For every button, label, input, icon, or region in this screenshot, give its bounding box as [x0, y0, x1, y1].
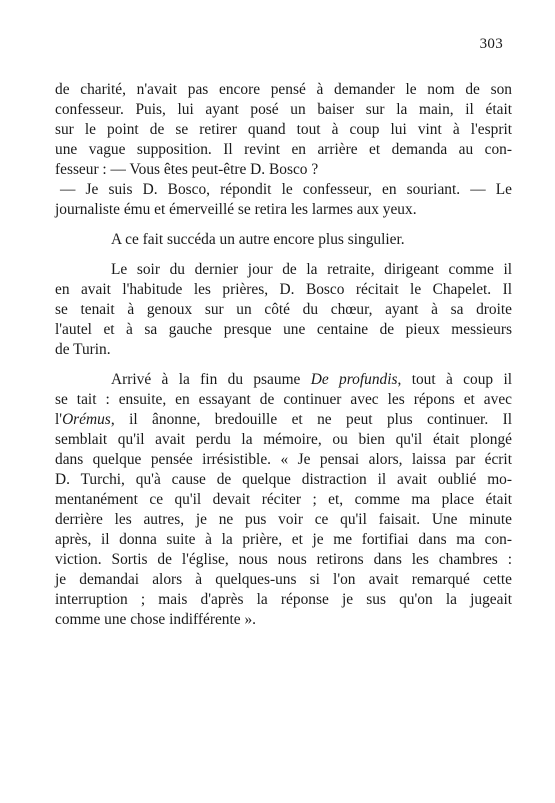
text-line: après, il donna suite à la prière, et je me fortifiai dans ma con- — [55, 531, 512, 548]
text-line: Arrivé à la fin du psaume De profundis, tout à coup il — [111, 371, 513, 388]
text-line: je demandai alors à quelques-uns si l'on avait remarqué cette — [55, 571, 512, 588]
text-line: viction. Sortis de l'église, nous nous retirons dans les chambres : — [55, 551, 512, 568]
text-line: se tait : ensuite, en essayant de continuer avec les répons et avec — [55, 391, 512, 408]
text-line: comme une chose indifférente ». — [55, 611, 257, 628]
text-line: semblait qu'il avait perdu la mémoire, ou bien qu'il était plongé — [55, 431, 512, 448]
text-line: derrière les autres, je ne pus voir ce qu'il faisait. Une minute — [55, 511, 512, 528]
text-line: D. Turchi, qu'à cause de quelque distraction il avait oublié mo- — [55, 471, 512, 488]
text-line: dans quelque pensée irrésistible. « Je pensai alors, laissa par écrit — [55, 451, 512, 468]
text-line: mentanément ce qu'il devait réciter ; et, comme ma place était — [55, 491, 512, 508]
text-line: Le soir du dernier jour de la retraite, dirigeant comme il — [111, 261, 512, 278]
text-line: fesseur : — Vous êtes peut-être D. Bosco ? — [55, 161, 319, 178]
text-line: l'Orémus, il ânonne, bredouille et ne peut plus continuer. Il — [55, 411, 512, 428]
text-line: interruption ; mais d'après la réponse je sus qu'on la jugeait — [55, 591, 512, 608]
text-line: se tenait à genoux sur un côté du chœur, ayant à sa droite — [55, 301, 512, 318]
text-line: sur le point de se retirer quand tout à coup lui vint à l'esprit — [55, 121, 512, 138]
text-line: — Je suis D. Bosco, répondit le confesseur, en souriant. — Le — [60, 181, 512, 198]
text-line: journaliste ému et émerveillé se retira les larmes aux yeux. — [55, 201, 417, 218]
text-line: l'autel et à sa gauche presque une centaine de pieux messieurs — [55, 321, 512, 338]
page-number: 303 — [479, 36, 503, 52]
text-line: en avait l'habitude les prières, D. Bosco récitait le Chapelet. Il — [55, 281, 512, 298]
text-line: confesseur. Puis, lui ayant posé un baiser sur la main, il était — [55, 101, 512, 118]
text-line: de Turin. — [55, 341, 111, 358]
text-line: de charité, n'avait pas encore pensé à demander le nom de son — [55, 81, 512, 98]
text-line: A ce fait succéda un autre encore plus singulier. — [111, 231, 405, 248]
text-line: une vague supposition. Il revint en arrière et demanda au con- — [55, 141, 512, 158]
